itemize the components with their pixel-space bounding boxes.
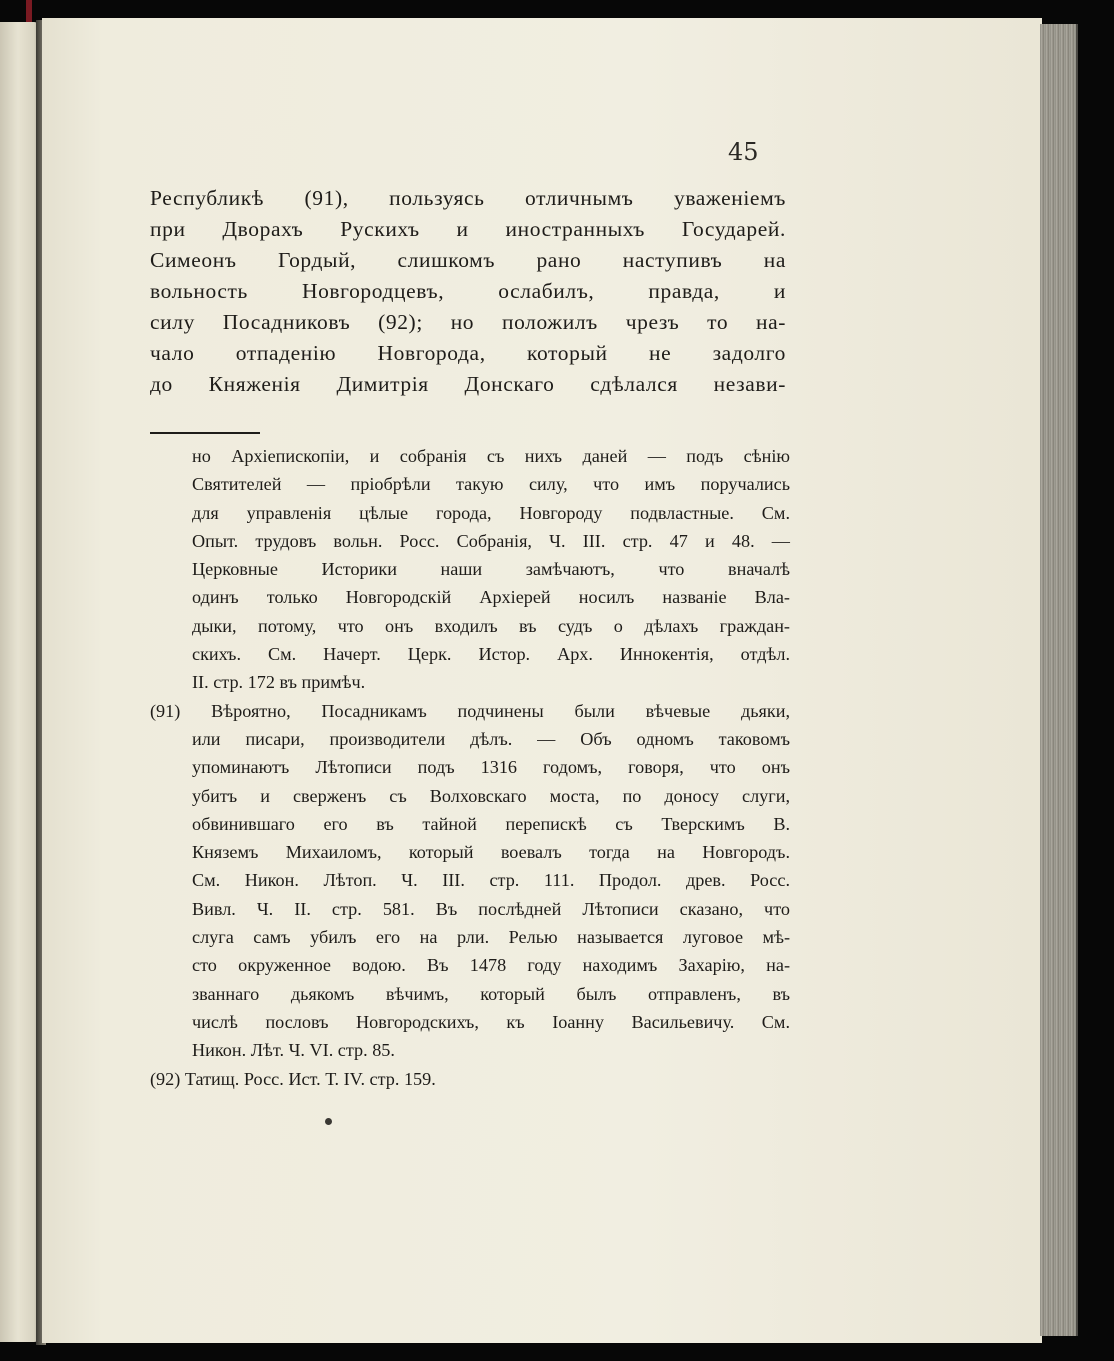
- main-text-block: [150, 183, 786, 400]
- footnote-line: Святителей — пріобрѣли такую силу, что имъ поручались: [192, 474, 790, 495]
- page-stack-edges: [1040, 24, 1078, 1336]
- footnote-line: сто окруженное водою. Въ 1478 году находимъ Захарію, на-: [192, 955, 790, 976]
- main-text-line: Республикѣ (91), пользуясь отличнымъ уваженіемъ: [150, 186, 786, 210]
- footnote-line: одинъ только Новгородскій Архіерей носилъ названіе Вла-: [192, 587, 790, 608]
- footnote-line: Никон. Лѣт. Ч. VI. стр. 85.: [192, 1040, 395, 1061]
- footnote-91-first-line: (91) Вѣроятно, Посадникамъ подчинены были вѣчевые дьяки,: [150, 700, 790, 721]
- main-text-line: силу Посадниковъ (92); но положилъ чрезъ то на-: [150, 310, 786, 334]
- main-text-line: чало отпаденію Новгорода, который не задолго: [150, 341, 786, 365]
- footnote-line: упоминаютъ Лѣтописи подъ 1316 годомъ, говоря, что онъ: [192, 757, 790, 778]
- main-text-line: вольность Новгородцевъ, ослабилъ, правда, и: [150, 279, 786, 303]
- bookmark-ribbon: [26, 0, 32, 22]
- footnote-line: Церковные Историки наши замѣчаютъ, что вначалѣ: [192, 559, 790, 580]
- facing-page-edge: [0, 22, 40, 1342]
- footnote-line: II. стр. 172 въ примѣч.: [192, 672, 366, 693]
- footnotes-block: [150, 442, 790, 1093]
- footnote-line: См. Никон. Лѣтоп. Ч. III. стр. 111. Продол. древ. Росс.: [192, 870, 790, 891]
- main-text-line: до Княженія Димитрія Донскаго сдѣлался незави-: [150, 372, 786, 396]
- footnote-line: Княземъ Михаиломъ, который воевалъ тогда на Новгородъ.: [192, 842, 790, 863]
- footnote-line: для управленія цѣлые города, Новгороду подвластные. См.: [192, 502, 790, 523]
- footnote-line: Вивл. Ч. II. стр. 581. Въ послѣдней Лѣтописи сказано, что: [192, 898, 790, 919]
- footnote-line: Опыт. трудовъ вольн. Росс. Собранія, Ч. III. стр. 47 и 48. —: [192, 530, 790, 551]
- main-text-line: Симеонъ Гордый, слишкомъ рано наступивъ на: [150, 248, 786, 272]
- footnote-line: или писари, производители дѣлъ. — Объ одномъ таковомъ: [192, 728, 790, 749]
- footnote-line: числѣ пословъ Новгородскихъ, къ Іоанну Васильевичу. См.: [192, 1011, 790, 1032]
- ink-dot: [325, 1118, 332, 1125]
- footnote-line: убитъ и сверженъ съ Волховскаго моста, по доносу слуги,: [192, 785, 790, 806]
- main-text-line: при Дворахъ Рускихъ и иностранныхъ Государей.: [150, 217, 786, 241]
- footnote-92-line: (92) Татищ. Росс. Ист. Т. IV. стр. 159.: [150, 1068, 436, 1089]
- footnote-line: дыки, потому, что онъ входилъ въ судъ о дѣлахъ граждан-: [192, 615, 790, 636]
- footnote-line: скихъ. См. Начерт. Церк. Истор. Арх. Иннокентія, отдѣл.: [192, 644, 790, 665]
- footnote-line: но Архіепископіи, и собранія съ нихъ даней — подъ сѣнію: [192, 446, 790, 466]
- footnote-line: слуга самъ убилъ его на рли. Релью называется луговое мѣ-: [192, 927, 790, 948]
- footnote-line: званнаго дьякомъ вѣчимъ, который былъ отправленъ, въ: [192, 983, 790, 1004]
- footnote-separator: [150, 432, 260, 434]
- page-number: 45: [728, 138, 759, 166]
- footnote-line: обвинившаго его въ тайной перепискѣ съ Тверскимъ В.: [192, 813, 790, 834]
